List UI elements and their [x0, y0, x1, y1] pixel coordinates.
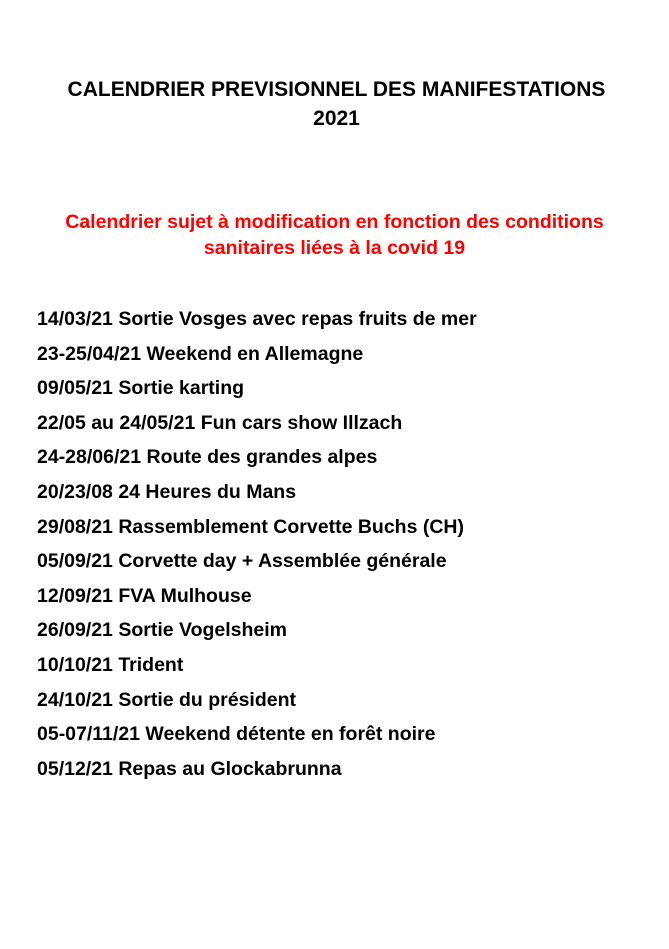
event-item: 05/09/21 Corvette day + Assemblée générale: [37, 550, 447, 573]
event-item: 24-28/06/21 Route des grandes alpes: [37, 446, 378, 469]
title-line-1: CALENDRIER PREVISIONNEL DES MANIFESTATIONS: [67, 78, 606, 101]
event-item: 05/12/21 Repas au Glockabrunna: [37, 757, 342, 780]
event-list: [37, 305, 477, 789]
covid-notice: [0, 209, 669, 261]
event-item: 10/10/21 Trident: [37, 653, 184, 676]
page-title: [0, 75, 669, 133]
event-item: 05-07/11/21 Weekend détente en forêt noire: [37, 723, 436, 746]
event-item: 26/09/21 Sortie Vogelsheim: [37, 619, 288, 642]
event-item: 22/05 au 24/05/21 Fun cars show Illzach: [37, 411, 403, 434]
event-item: 24/10/21 Sortie du président: [37, 688, 297, 711]
event-item: 20/23/08 24 Heures du Mans: [37, 480, 297, 503]
notice-line-1: Calendrier sujet à modification en fonction des conditions: [65, 211, 604, 233]
event-item: 09/05/21 Sortie karting: [37, 377, 245, 400]
title-line-2: 2021: [313, 107, 360, 130]
notice-line-2: sanitaires liées à la covid 19: [203, 237, 466, 259]
event-item: 12/09/21 FVA Mulhouse: [37, 584, 252, 607]
event-item: 14/03/21 Sortie Vosges avec repas fruits de mer: [37, 308, 477, 330]
event-item: 23-25/04/21 Weekend en Allemagne: [37, 342, 364, 365]
event-item: 29/08/21 Rassemblement Corvette Buchs (CH): [37, 515, 464, 538]
